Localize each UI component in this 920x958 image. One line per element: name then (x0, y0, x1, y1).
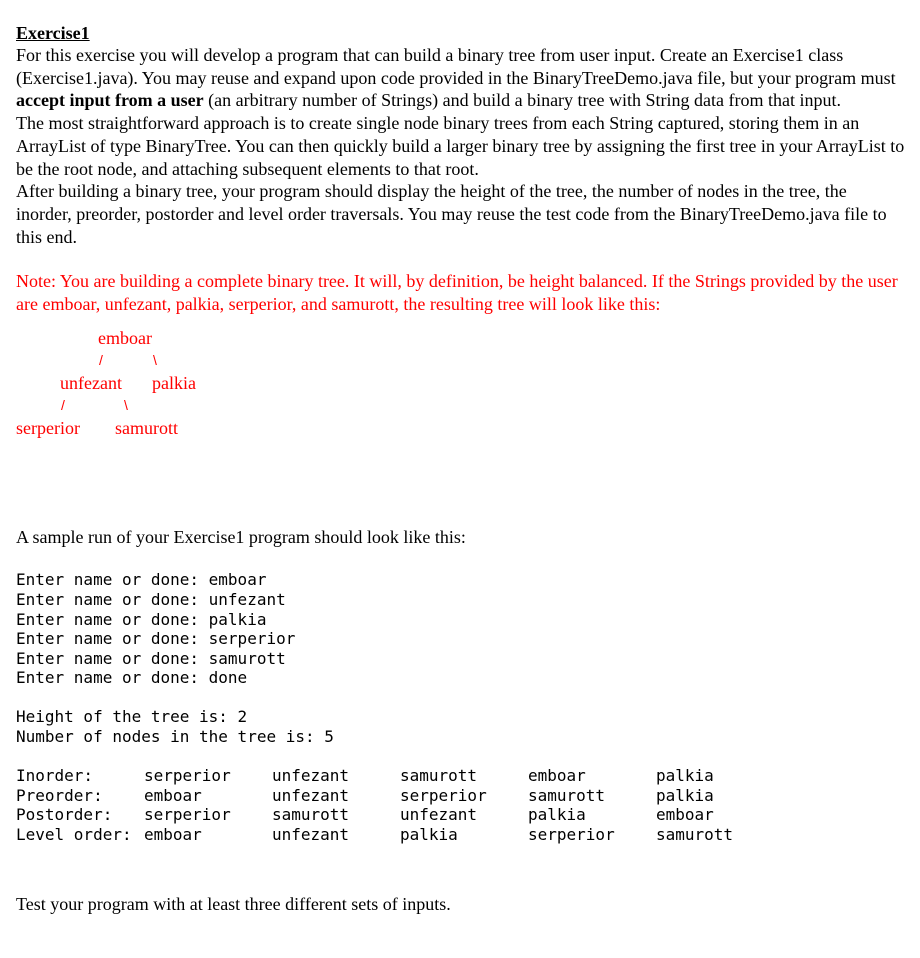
prompt-line: Enter name or done: done (16, 668, 248, 688)
prompt-line: Enter name or done: emboar (16, 570, 267, 590)
traversal-label: Inorder: (16, 766, 94, 786)
prompt-line: Enter name or done: palkia (16, 609, 267, 629)
traversal-value: samurott (528, 785, 606, 805)
prompt-line: Enter name or done: unfezant (16, 590, 286, 610)
intro-paragraph (16, 44, 906, 112)
traversal-value: unfezant (272, 785, 350, 805)
height-line: Height of the tree is: 2 (16, 707, 248, 726)
traversal-value: unfezant (400, 805, 478, 825)
traversal-value: samurott (656, 824, 734, 844)
traversal-value: emboar (528, 766, 586, 786)
traversal-value: palkia (656, 785, 714, 805)
nodes-line: Number of nodes in the tree is: 5 (16, 726, 334, 746)
traversal-value: palkia (528, 805, 586, 825)
traversal-value: unfezant (272, 824, 350, 844)
tree-node-right: palkia (152, 372, 196, 393)
footer-paragraph: Test your program with at least three different sets of inputs. (16, 893, 451, 914)
traversal-value: emboar (144, 824, 202, 844)
prompt-line: Enter name or done: serperior (16, 629, 296, 649)
traversal-value: palkia (656, 766, 714, 786)
tree-edge-root-left: / (99, 351, 103, 368)
exercise-title: Exercise1 (16, 23, 90, 43)
approach-paragraph: The most straightforward approach is to create single node binary trees from each String captured, storing them in an ArrayList of type BinaryTree. You can then quickly build a larger binary tree by assigning the first tree in your ArrayList to be the root node, and attaching subsequent elements to that root. (16, 113, 905, 179)
tree-edge-left-right: \ (124, 396, 128, 413)
after-paragraph: After building a binary tree, your program should display the height of the tree, the number of nodes in the tree, the inorder, preorder, postorder and level order traversals. You may reuse the test code from the BinaryTreeDemo.java file to this end. (16, 181, 887, 247)
traversal-value: samurott (400, 766, 478, 786)
note-paragraph: Note: You are building a complete binary tree. It will, by definition, be height balanced. If the Strings provided by the user are emboar, unfezant, palkia, serperior, and samurott, the resulting tree will look like this: (16, 271, 898, 315)
traversal-row-inorder (16, 766, 733, 786)
traversal-value: emboar (144, 785, 202, 805)
tree-diagram (16, 328, 906, 478)
traversal-value: serperior (528, 824, 615, 844)
intro-bold-text: accept input from a user (16, 90, 204, 111)
traversal-value: emboar (656, 805, 714, 825)
traversal-row-level-order (16, 825, 733, 845)
traversal-value: samurott (272, 805, 350, 825)
traversal-label: Preorder: (16, 785, 103, 805)
traversal-row-postorder (16, 805, 733, 825)
stats-block (16, 707, 906, 746)
tree-node-left-right: samurott (115, 417, 178, 438)
prompt-block (16, 570, 906, 688)
traversal-label: Postorder: (16, 805, 113, 825)
traversal-value: palkia (400, 824, 458, 844)
traversal-value: serperior (400, 785, 487, 805)
tree-node-left: unfezant (60, 372, 122, 393)
intro-text-2: (an arbitrary number of Strings) and build a binary tree with String data from that input. (203, 90, 841, 111)
exercise-document (16, 22, 906, 915)
intro-text-1: For this exercise you will develop a program that can build a binary tree from user input. Create an Exercise1 class (Exercise1.java). You may reuse and expand upon code provided in the BinaryTreeDemo.java file, but your program must (16, 45, 896, 88)
tree-node-left-left: serperior (16, 417, 80, 438)
traversal-row-preorder (16, 786, 733, 806)
prompt-line: Enter name or done: samurott (16, 648, 286, 668)
traversal-label: Level order: (16, 824, 132, 844)
traversal-table (16, 766, 733, 844)
traversal-value: unfezant (272, 766, 350, 786)
tree-edge-root-right: \ (153, 351, 157, 368)
traversal-value: serperior (144, 805, 231, 825)
tree-node-root: emboar (98, 327, 152, 348)
traversal-value: serperior (144, 766, 231, 786)
tree-edge-left-left: / (61, 396, 65, 413)
sample-intro: A sample run of your Exercise1 program should look like this: (16, 526, 466, 547)
